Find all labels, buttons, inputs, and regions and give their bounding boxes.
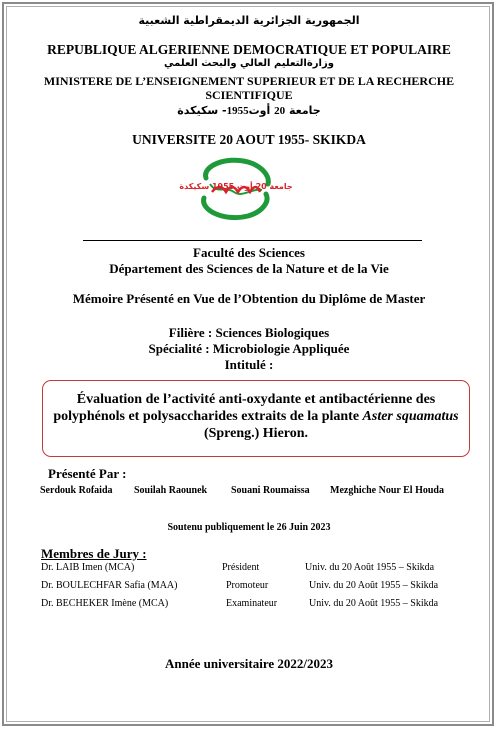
jury-member-affiliation: Univ. du 20 Août 1955 – Skikda <box>305 562 435 573</box>
thesis-title-part1: Évaluation de l’activité anti-oxydante et antibactérienne des polyphénols et polysaccharides extraits de la plante <box>53 392 436 424</box>
jury-member-name: Dr. LAIB Imen (MCA) <box>41 562 135 573</box>
jury-label: Membres de Jury : <box>41 546 147 561</box>
memoire-statement: Mémoire Présenté en Vue de l’Obtention du Diplôme de Master <box>72 291 426 306</box>
thesis-title-species: Aster squamatus <box>362 409 459 424</box>
jury-member-role: Promoteur <box>226 580 269 591</box>
jury-member-affiliation: Univ. du 20 Août 1955 – Skikda <box>309 580 439 591</box>
jury-member-name: Dr. BOULECHFAR Safia (MAA) <box>41 580 178 591</box>
presented-by-label: Présenté Par : <box>48 466 127 481</box>
student-name: Souani Roumaissa <box>231 485 310 496</box>
student-name: Souilah Raounek <box>134 485 208 496</box>
academic-year: Année universitaire 2022/2023 <box>164 656 334 671</box>
specialite: Spécialité : Microbiologie Appliquée <box>148 341 350 356</box>
arabic-republic-header: الجمهورية الجزائرية الديمقراطية الشعبية <box>138 14 360 27</box>
jury-member-affiliation: Univ. du 20 Août 1955 – Skikda <box>309 598 439 609</box>
logo-text: جامعة 20 أوت 1955 سكيكدة <box>179 182 293 191</box>
jury-member-name: Dr. BECHEKER Imène (MCA) <box>41 598 169 609</box>
student-name: Serdouk Rofaida <box>40 485 113 496</box>
student-name: Mezghiche Nour El Houda <box>330 485 444 496</box>
thesis-title-part2: (Spreng.) Hieron. <box>203 426 309 441</box>
jury-member-role: Examinateur <box>226 598 278 609</box>
university-logo <box>179 158 293 222</box>
ministry-header-line1: MINISTERE DE L’ENSEIGNEMENT SUPERIEUR ET DE LA RECHERCHE <box>43 74 455 88</box>
filiere: Filière : Sciences Biologiques <box>168 325 330 340</box>
arabic-university-header: جامعة 20 أوت1955- سكيكدة <box>177 104 321 117</box>
defense-date: Soutenu publiquement le 26 Juin 2023 <box>167 522 331 533</box>
republic-header: REPUBLIQUE ALGERIENNE DEMOCRATIQUE ET POPULAIRE <box>47 42 451 57</box>
arabic-ministry-header: وزارةالتعليم العالي والبحث العلمي <box>164 58 334 69</box>
jury-member-role: Président <box>222 562 260 573</box>
separator-line <box>83 240 422 241</box>
ministry-header-line2: SCIENTIFIQUE <box>205 88 293 102</box>
department-name: Département des Sciences de la Nature et de la Vie <box>109 261 389 276</box>
university-header: UNIVERSITE 20 AOUT 1955- SKIKDA <box>132 132 366 147</box>
faculty-name: Faculté des Sciences <box>193 245 305 260</box>
intitule-label: Intitulé : <box>224 357 274 372</box>
thesis-title <box>50 391 462 442</box>
